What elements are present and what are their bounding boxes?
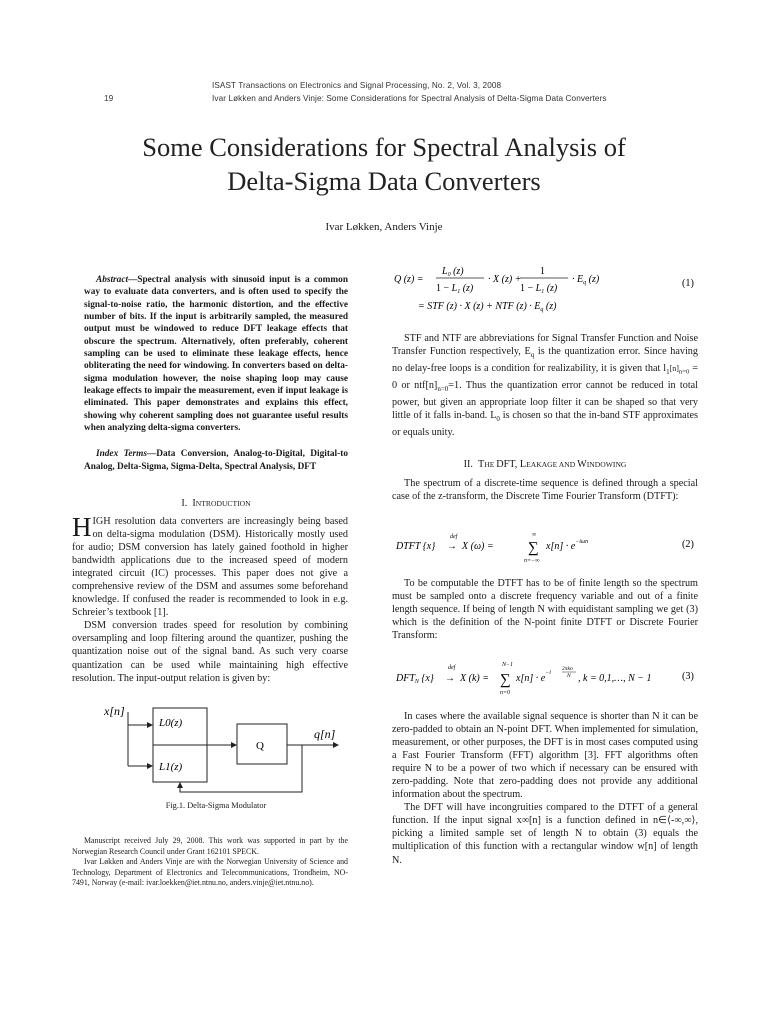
eq2-lhs: DTFT {x}	[396, 541, 436, 552]
quantizer-label: Q	[256, 740, 264, 752]
section-2-heading	[392, 458, 698, 471]
computable-paragraph: To be computable the DTFT has to be of finite length so the spectrum must be sampled onto a discrete frequency variable and out of a finite length sequence. If being of length N with equidistant sampling we get (3) which is the definition of the N-point finite DTFT or Discrete Fourier Transform:	[392, 578, 698, 642]
svg-text:L0 (z): $L_0$ (z)	[442, 266, 464, 278]
output-label: q[n]	[314, 727, 336, 741]
section-2-r1: HE	[484, 460, 497, 469]
equation-2	[392, 528, 702, 568]
page-number: 19	[104, 94, 114, 103]
equation-1	[392, 262, 702, 318]
running-title: Ivar Løkken and Anders Vinje: Some Considerations for Spectral Analysis of Delta-Sigma Data Converters	[212, 94, 607, 103]
svg-text:2πkn: 2πkn	[562, 666, 573, 672]
l1-label: L1(z)	[159, 761, 183, 773]
introduction-body	[72, 512, 348, 685]
zero-padding-paragraph: In cases where the available signal sequence is shorter than N it can be zero-padded to obtain an N-point DFT. When implemented for simulation, measurement, or other purposes, the DFT is in most cases computed using a Fast Fourier Transform (FFT) algorithm [3]. FFT algorithms often require N to be a power of two which if necessary can be ensured with zero-padding. Note that zero-padding does not provide any additional information about the spectrum.	[392, 711, 698, 801]
svg-text:· Eq (z): · $E_q$ (z)	[572, 274, 600, 286]
svg-text:x[n] · e−iωn: $x[n] \cdot e^{-i\omega n}$	[546, 539, 589, 552]
section-1-rest: NTRODUCTION	[195, 499, 251, 508]
svg-text:= STF (z) · X (z) + NTF (z) ·: = STF (z) · X (z) + NTF $(z) \cdot E_q$ (z)	[418, 301, 557, 313]
svg-text:def: def	[448, 665, 456, 671]
svg-text:1 − L1 (z): $1 - L_1$ (z)	[520, 283, 558, 295]
svg-text:→: →	[445, 673, 455, 684]
index-terms	[84, 448, 348, 473]
svg-text:1: 1	[540, 266, 545, 277]
delta-sigma-diagram	[76, 700, 344, 800]
stf-text-1: STF and NTF are abbreviations for Signal Transfer Function and Noise Transfer Function respectively, E	[392, 333, 698, 358]
eq3-lhs: DFT	[396, 673, 415, 684]
abstract-text: —Spectral analysis with sinusoid input is a common way to evaluate data converters, and is often used to specify the signal-to-noise ratio, the harmonic distortion, and the effective number of bits. If the input is arbitrarily sampled, the measured output must be windowed to reduce DFT leakage effects that obscure the spectrum. Alternatively, often preferably, coherent sampling can be used to eliminate these leakage effects, hence obliterating the need for windowing. In converters based on delta-sigma modulation however, the noise shaping loop may cause leakage effects to impair the measurement, even if input leakage is eliminated. This paper demonstrates and explains this effect, showing why coherent sampling does not guarantee useful results when analyzing delta-sigma converters.	[84, 275, 348, 434]
section-1-first-letter: I	[192, 498, 196, 509]
stf-text-3: = 0 or ntf[n]	[392, 363, 699, 392]
svg-text:Q (z) =: Q (z) =	[394, 274, 424, 285]
svg-text:1 − L1 (z): $1 - L_1$ (z)	[436, 283, 474, 295]
section-2-t1: T	[478, 459, 485, 470]
svg-text:n=−∞: n=−∞	[524, 558, 540, 564]
left-column	[84, 274, 348, 473]
index-terms-text: —Data Conversion, Analog-to-Digital, Digital-to Analog, Delta-Sigma, Sigma-Delta, Spectral Analysis, DFT	[84, 449, 348, 472]
journal-header: ISAST Transactions on Electronics and Signal Processing, No. 2, Vol. 3, 2008	[212, 81, 502, 90]
section-2-r3: INDOWING	[586, 460, 627, 469]
dropcap: H	[72, 512, 92, 542]
section-2-t2: DFT, L	[496, 459, 527, 470]
svg-text:n=0: n=0	[500, 690, 511, 696]
figure-1-caption: Fig.1. Delta-Sigma Modulator	[165, 801, 267, 810]
svg-text:X (k) =: X (k) =	[460, 673, 489, 684]
input-label: x[n]	[104, 704, 125, 718]
eq2-rhs: X (ω) =	[462, 541, 494, 552]
section-2-t3: W	[577, 459, 587, 470]
intro-paragraph-1	[72, 512, 348, 619]
eq3-range: , k = 0,1,…, N − 1	[578, 673, 652, 684]
footnote-affiliation: Ivar Løkken and Anders Vinje are with the Norwegian University of Science and Technology, Department of Electronics and Telecommunications, Trondheim, NO-7491, Norway (e-mail: ivar.loekken@iet.ntnu.no, anders.vinje@iet.ntnu.no).	[72, 857, 348, 888]
svg-text:DTFT {x}	[395, 541, 435, 552]
equation-1-number: (1)	[682, 278, 694, 289]
incongruities-paragraph: The DFT will have incongruities compared to the DTFT of a general function. If the input signal x∞[n] is a function defined in n∈⟨-∞,∞⟩, picking a limited sample set of length N to obtain (3) equals the multiplication of this function with a rectangular window w[n] of length N.	[392, 802, 698, 866]
svg-text:DFTN {x}: $DFT_N$ {x}	[396, 673, 434, 685]
right-column-top	[392, 332, 698, 439]
svg-text:∞: ∞	[532, 532, 537, 538]
svg-text:N−1: N−1	[502, 662, 514, 668]
equation-2-number: (2)	[682, 539, 694, 550]
stf-text-5: is chosen so that the in-band STF approximates or equals unity.	[392, 410, 699, 439]
index-terms-label: Index Terms	[96, 449, 147, 460]
intro-paragraph-2: DSM conversion trades speed for resolution by combining oversampling and loop filtering around the quantizer, pushing the quantization noise out of the signal band. As such very coarse quantization can be used while maintaining high effective resolution. The input-output relation is given by:	[72, 620, 348, 684]
title-line-2: Delta-Sigma Data Converters	[227, 166, 541, 196]
paper-title	[60, 130, 708, 198]
svg-text:∑: ∑	[528, 540, 539, 556]
equation-3	[392, 657, 702, 697]
feedback-wire	[180, 745, 302, 792]
equation-3-number: (3)	[682, 671, 694, 682]
right-column-bottom	[392, 710, 698, 867]
section-2-number: II.	[463, 459, 473, 470]
svg-text:x[n] · e−i: $x[n] \cdot e^{-i}$	[516, 670, 551, 684]
title-line-1: Some Considerations for Spectral Analysis of	[142, 132, 626, 162]
dtft-paragraph: The spectrum of a discrete-time sequence is defined through a special case of the z-transform, the Discrete Time Fourier Transform (DTFT):	[392, 478, 698, 503]
footnote	[72, 836, 348, 889]
svg-text:· X (z) +: · X (z) +	[488, 274, 522, 285]
section-1-heading	[84, 497, 348, 510]
paper-authors: Ivar Løkken, Anders Vinje	[325, 221, 443, 233]
section-1-number: I.	[181, 498, 188, 509]
intro-para-1-text: IGH resolution data converters are increasingly being based on delta-sigma modulation (DSM). Historically mostly used for audio; DSM conversion has lately gained foothold in higher bandwidth applications due to the increased speed of modern integrated circuit (IC) processes. This paper does not give a comprehensive review of the DSM and assumes some beforehand knowledge. If confused the reader is recommended to look in e.g. Schreier’s textbook [1].	[72, 516, 348, 619]
svg-text:∑: ∑	[500, 672, 511, 688]
computable-text	[392, 577, 698, 642]
abstract	[84, 274, 348, 434]
footnote-manuscript: Manuscript received July 29, 2008. This work was supported in part by the Norwegian Research Council under Grant 162101 SPECK.	[72, 836, 348, 856]
section-2-r2: EAKAGE AND	[526, 460, 578, 469]
l0-label: L0(z)	[159, 717, 183, 729]
abstract-label: Abstract	[96, 275, 129, 285]
stf-text-4: =1. Thus the quantization error cannot be reduced in total power, but given an appropriate loop filter it can be shaped so that very little of it falls in-band. L	[392, 380, 699, 422]
stf-ntf-paragraph: STF and NTF are abbreviations for Signal Transfer Function and Noise Transfer Function respectively, $E_q$ is the quantization error. Since having no delay-free loops is a condition for realizability, it is given that $l_1[n]_{n=0} = 0$ or $ntf[n]_{n=0}=1$. Thus the quantization error cannot be reduced in total power, but given an appropriate loop filter it can be shaped so that very little of it falls in-band. $L_0$ is chosen so that the in-band STF approximates or equals unity.	[392, 333, 699, 439]
svg-text:N: N	[567, 673, 571, 679]
svg-text:def: def	[450, 534, 458, 540]
dtft-intro	[392, 477, 698, 503]
stf-text-2: is the quantization error. Since having no delay-free loops is a condition for realizability, it is given that l	[392, 346, 698, 375]
svg-text:→: →	[447, 541, 457, 552]
